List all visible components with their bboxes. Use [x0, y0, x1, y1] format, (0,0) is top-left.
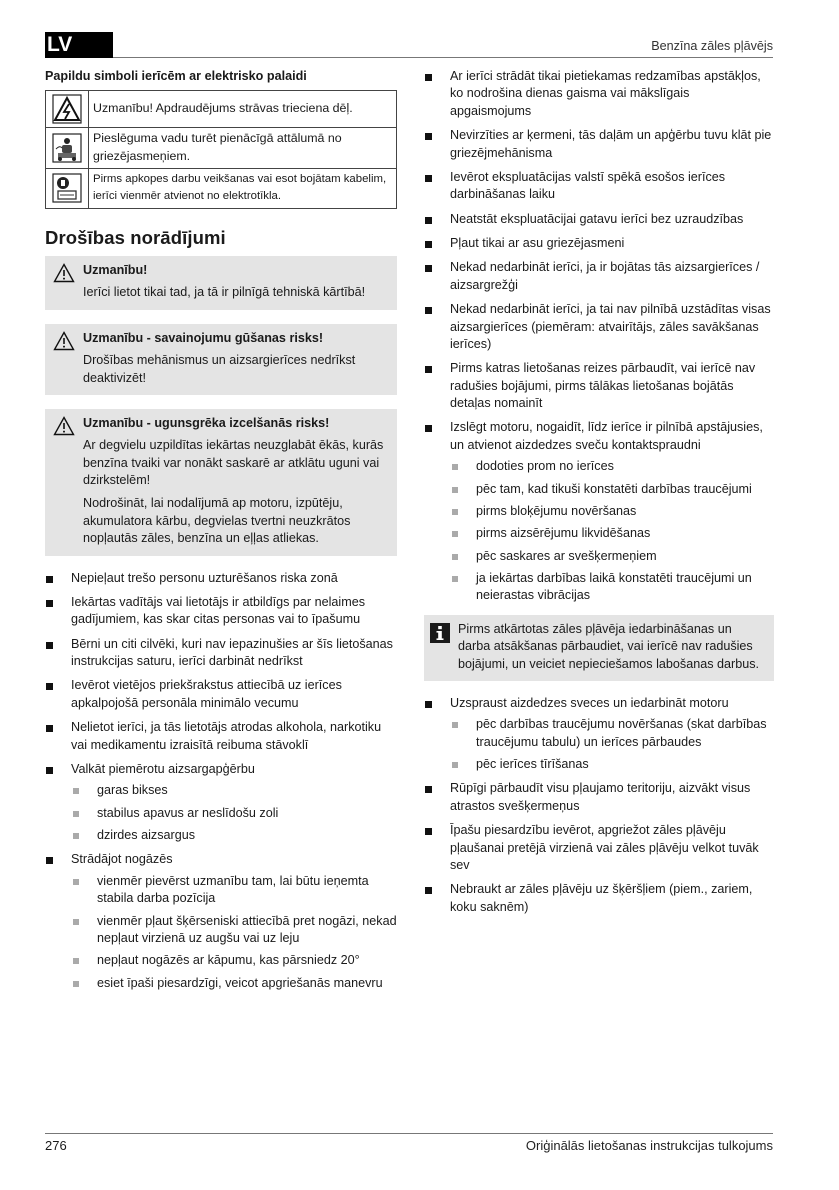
header-title: Benzīna zāles pļāvējs [651, 39, 773, 53]
list-item: Nelietot ierīci, ja tās lietotājs atrodas alkohola, narkotiku vai medikamentu izraisītā reibuma stāvoklī [45, 719, 397, 754]
footer-rule [45, 1133, 773, 1134]
list-item: Nebraukt ar zāles pļāvēju uz šķēršļiem (piem., zariem, koku saknēm) [424, 881, 774, 916]
warning-text: Nodrošināt, lai nodalījumā ap motoru, izpūtēju, akumulatora kārbu, degvielas tvertni neuzkrātos nopļautās zāles, benzīna un eļļas atliekas. [83, 496, 351, 546]
list-item [424, 419, 774, 604]
keep-cable-away-icon [52, 133, 82, 163]
page-footer [45, 1133, 773, 1153]
sub-list-item: ja iekārtas darbības laikā konstatēti traucējumi un neierastas vibrācijas [450, 570, 774, 605]
right-column [424, 68, 774, 923]
list-item: Bērni un citi cilvēki, kuri nav iepazinušies ar šīs lietošanas instrukcijas saturu, ierīci darbināt nedrīkst [45, 636, 397, 671]
list-item-text: Valkāt piemērotu aizsargapģērbu [71, 761, 255, 776]
list-item [45, 851, 397, 992]
page-number: 276 [45, 1138, 67, 1153]
sub-list [71, 782, 397, 844]
list-item-text: Uzspraust aizdedzes sveces un iedarbināt motoru [450, 695, 729, 710]
symbols-heading: Papildu simboli ierīcēm ar elektrisko palaidi [45, 69, 307, 83]
unplug-before-maintenance-icon [52, 173, 82, 203]
list-item: Ievērot ekspluatācijas valstī spēkā esošos ierīces darbināšanas laiku [424, 169, 774, 204]
sub-list [71, 873, 397, 992]
sub-list-item: nepļaut nogāzēs ar kāpumu, kas pārsniedz 20° [71, 952, 397, 969]
electric-shock-warning-icon [52, 94, 82, 124]
sub-list-item: pēc saskares ar svešķermeņiem [450, 548, 774, 565]
page-header [45, 30, 773, 58]
warning-text: Ierīci lietot tikai tad, ja tā ir pilnīgā tehniskā kārtībā! [83, 285, 366, 300]
warning-triangle-icon [53, 331, 75, 351]
warning-title: Uzmanību! [83, 263, 148, 278]
list-item: Pļaut tikai ar asu griezējasmeni [424, 235, 774, 252]
symbols-table [45, 90, 397, 208]
info-text: Pirms atkārtotas zāles pļāvēja iedarbināšanas un darba atsākšanas pārbaudiet, vai ierīcē nav radušies bojājumi, un veiciet nepieciešamos labošanas darbus. [458, 621, 760, 671]
sub-list-item: pēc darbības traucējumu novēršanas (skat darbības traucējumu tabulu) un ierīces pārbaudes [450, 716, 774, 751]
symbol-text: Pirms apkopes darbu veikšanas vai esot bojātam kabelim, ierīci vienmēr atvienot no elektrotīkla. [89, 169, 397, 208]
safety-section-title: Drošības norādījumi [45, 226, 226, 248]
left-bullet-list [45, 570, 397, 993]
symbol-row [46, 169, 397, 208]
sub-list-item: vienmēr pļaut šķērseniski attiecībā pret nogāzi, nekad nepļaut virzienā uz augšu vai uz leju [71, 913, 397, 948]
list-item: Pirms katras lietošanas reizes pārbaudīt, vai ierīcē nav radušies bojājumi, pirms tālākas lietošanas bojātās detaļas nomainīt [424, 360, 774, 412]
warning-box [45, 409, 397, 556]
list-item [45, 761, 397, 845]
list-item-text: Izslēgt motoru, nogaidīt, līdz ierīce ir pilnībā apstājusies, un atvienot aizdedzes sveču kontaktspraudni [450, 420, 763, 452]
sub-list-item: pēc ierīces tīrīšanas [450, 756, 774, 773]
language-badge: LV [45, 32, 113, 58]
sub-list-item: garas bikses [71, 782, 397, 799]
symbol-row [46, 91, 397, 128]
sub-list-item: pēc tam, kad tikuši konstatēti darbības traucējumi [450, 481, 774, 498]
list-item: Nekad nedarbināt ierīci, ja tai nav pilnībā uzstādītas visas aizsargierīces (piemēram: atvairītājs, zāles savākšanas ierīces) [424, 301, 774, 353]
warning-triangle-icon [53, 263, 75, 283]
sub-list-item: dodoties prom no ierīces [450, 458, 774, 475]
warning-box [45, 324, 397, 395]
list-item: Neatstāt ekspluatācijai gatavu ierīci bez uzraudzības [424, 211, 774, 228]
list-item: Ar ierīci strādāt tikai pietiekamas redzamības apstākļos, ko nodrošina dienas gaisma vai mākslīgais apgaismojums [424, 68, 774, 120]
warning-title: Uzmanību - savainojumu gūšanas risks! [83, 330, 324, 345]
footer-title: Oriģinālās lietošanas instrukcijas tulkojums [525, 1138, 773, 1153]
list-item: Ievērot vietējos priekšrakstus attiecībā uz ierīces apkalpojošā personāla minimālo vecumu [45, 677, 397, 712]
symbol-text: Pieslēguma vadu turēt pienācīgā attālumā no griezējasmeņiem. [89, 128, 397, 169]
info-box [424, 615, 774, 681]
right-bullet-list-continued [424, 695, 774, 916]
warning-triangle-icon [53, 416, 75, 436]
list-item: Nekad nedarbināt ierīci, ja ir bojātas tās aizsargierīces / aizsargrežģi [424, 259, 774, 294]
sub-list-item: vienmēr pievērst uzmanību tam, lai būtu ieņemta stabila darba pozīcija [71, 873, 397, 908]
header-rule [113, 57, 773, 58]
warning-text: Drošības mehānismus un aizsargierīces nedrīkst deaktivizēt! [83, 353, 356, 385]
warning-box [45, 256, 397, 310]
list-item: Īpašu piesardzību ievērot, apgriežot zāles pļāvēju pļaušanai pretējā virzienā vai zāles pļāvēju velkot tuvāk sev [424, 822, 774, 874]
symbol-row [46, 128, 397, 169]
sub-list-item: esiet īpaši piesardzīgi, veicot apgriešanās manevru [71, 975, 397, 992]
sub-list-item: pirms bloķējumu novēršanas [450, 503, 774, 520]
list-item: Nevirzīties ar ķermeni, tās daļām un apģērbu tuvu klāt pie griezējmehānisma [424, 127, 774, 162]
sub-list-item: pirms aizsērējumu likvidēšanas [450, 525, 774, 542]
right-bullet-list [424, 68, 774, 605]
info-icon [430, 623, 450, 643]
list-item [424, 695, 774, 774]
list-item: Rūpīgi pārbaudīt visu pļaujamo teritoriju, aizvākt visus atrastos svešķermeņus [424, 780, 774, 815]
list-item: Nepieļaut trešo personu uzturēšanos riska zonā [45, 570, 397, 587]
sub-list-item: dzirdes aizsargus [71, 827, 397, 844]
sub-list [450, 458, 774, 605]
symbol-text: Uzmanību! Apdraudējums strāvas trieciena dēļ. [89, 91, 397, 128]
sub-list [450, 716, 774, 773]
warning-title: Uzmanību - ugunsgrēka izcelšanās risks! [83, 415, 330, 430]
left-column [45, 68, 397, 999]
warning-text: Ar degvielu uzpildītas iekārtas neuzglabāt ēkās, kurās benzīna tvaiki var nonākt saskarē ar atklātu uguni vai dzirkstelēm! [83, 438, 384, 488]
list-item: Iekārtas vadītājs vai lietotājs ir atbildīgs par nelaimes gadījumiem, kas skar citas personas vai to īpašumu [45, 594, 397, 629]
sub-list-item: stabilus apavus ar neslīdošu zoli [71, 805, 397, 822]
list-item-text: Strādājot nogāzēs [71, 852, 173, 867]
